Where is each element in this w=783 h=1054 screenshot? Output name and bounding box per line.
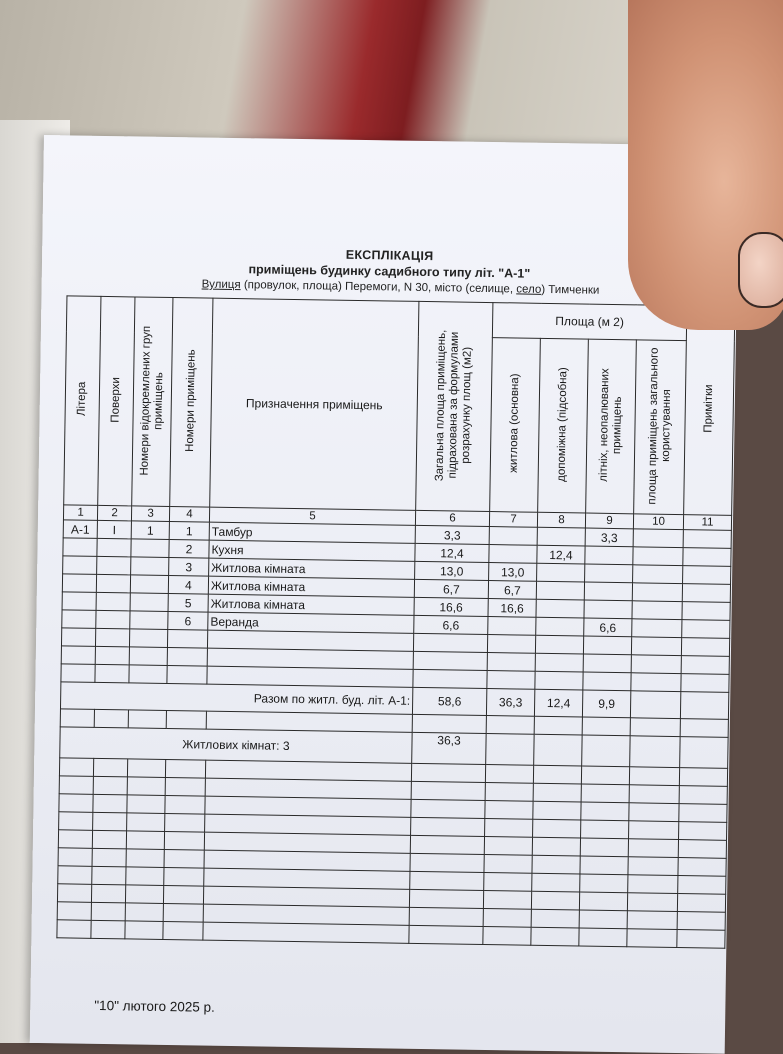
empty-cell	[485, 783, 533, 802]
cell-common	[632, 601, 682, 620]
empty-cell	[413, 651, 487, 670]
cell-group	[130, 611, 168, 630]
cell-floor	[97, 556, 131, 575]
col-num: 4	[169, 507, 209, 523]
empty-cell	[167, 648, 207, 667]
cell-no: 5	[168, 594, 208, 613]
col-num: 8	[537, 512, 585, 528]
col-num: 3	[131, 506, 169, 522]
cell-common	[632, 583, 682, 602]
cell-aux	[536, 581, 584, 600]
empty-cell	[411, 817, 485, 836]
empty-cell	[59, 794, 93, 813]
cell-group	[130, 575, 168, 594]
header-living: житлова (основна)	[490, 338, 541, 513]
empty-cell	[533, 765, 581, 784]
street-word: Вулиця	[201, 278, 241, 292]
empty-cell	[580, 838, 628, 857]
col-num: 11	[683, 515, 731, 531]
empty-cell	[581, 766, 629, 785]
empty-cell	[583, 672, 631, 691]
empty-cell	[483, 890, 531, 909]
empty-cell	[484, 855, 532, 874]
summary-aux: 12,4	[534, 689, 582, 717]
empty-cell	[127, 795, 165, 814]
empty-cell	[485, 819, 533, 838]
empty-cell	[409, 889, 483, 908]
empty-cell	[627, 893, 677, 912]
empty-cell	[535, 671, 583, 690]
empty-cell	[533, 783, 581, 802]
empty-cell	[163, 921, 203, 940]
empty-cell	[164, 867, 204, 886]
empty-cell	[581, 820, 629, 839]
cell-name: Житлова кімната	[208, 576, 414, 597]
header-notes: Примітки	[684, 306, 735, 516]
empty-cell	[484, 837, 532, 856]
empty-cell	[165, 795, 205, 814]
empty-cell	[629, 821, 679, 840]
header-room-no: Номери приміщень	[170, 298, 213, 508]
empty-cell	[125, 885, 163, 904]
empty-cell	[532, 837, 580, 856]
cell-floor	[96, 592, 130, 611]
empty-cell	[92, 830, 126, 849]
cell-note	[683, 548, 731, 567]
empty-cell	[163, 885, 203, 904]
empty-cell	[531, 891, 579, 910]
empty-cell	[57, 884, 91, 903]
cell-group	[130, 593, 168, 612]
empty-cell	[631, 637, 681, 656]
empty-cell	[535, 635, 583, 654]
cell-living: 16,6	[488, 599, 536, 618]
empty-cell	[484, 873, 532, 892]
empty-cell	[61, 646, 95, 665]
empty-cell	[679, 768, 727, 787]
empty-cell	[629, 803, 679, 822]
empty-cell	[631, 655, 681, 674]
thumb-nail	[738, 232, 783, 308]
document-title: ЕКСПЛІКАЦІЯ	[345, 247, 434, 264]
cell-group	[131, 557, 169, 576]
empty-cell	[93, 776, 127, 795]
cell-summer: 6,6	[584, 618, 632, 637]
empty-cell	[61, 664, 95, 683]
col-num: 9	[585, 513, 633, 529]
cell-common	[633, 547, 683, 566]
cell-living: 6,7	[488, 581, 536, 600]
cell-total: 3,3	[415, 525, 489, 544]
cell-note	[682, 602, 730, 621]
empty-cell	[579, 910, 627, 929]
empty-cell	[93, 812, 127, 831]
empty-cell	[58, 830, 92, 849]
empty-cell	[681, 674, 729, 693]
cell-floor	[96, 574, 130, 593]
empty-cell	[627, 929, 677, 948]
cell-summer: 3,3	[585, 528, 633, 547]
room-rows	[62, 520, 732, 638]
cell-summer	[585, 546, 633, 565]
header-groups: Номери відокремлених груп приміщень	[132, 297, 173, 507]
empty-cell	[127, 813, 165, 832]
empty-cell	[410, 871, 484, 890]
cell-summer	[584, 600, 632, 619]
cell-living: 13,0	[489, 563, 537, 582]
cell-lit	[63, 556, 97, 575]
empty-cell	[580, 874, 628, 893]
cell-aux	[536, 617, 584, 636]
empty-cell	[411, 799, 485, 818]
empty-cell	[681, 656, 729, 675]
empty-cell	[533, 801, 581, 820]
village-word: село	[516, 283, 542, 296]
cell-name: Веранда	[208, 612, 414, 633]
summary-common	[630, 691, 680, 719]
cell-note	[682, 620, 730, 639]
cell-lit	[62, 592, 96, 611]
cell-living	[489, 545, 537, 564]
empty-cell	[410, 853, 484, 872]
empty-cell	[125, 903, 163, 922]
cell-total: 6,7	[414, 579, 488, 598]
cell-floor	[96, 610, 130, 629]
empty-cell	[126, 867, 164, 886]
street-rest: (провулок, площа) Перемоги, N 30, місто (селище,	[240, 279, 517, 296]
empty-cell	[677, 930, 725, 949]
cell-aux	[536, 599, 584, 618]
header-purpose: Призначення приміщень	[210, 298, 419, 510]
empty-cell	[581, 784, 629, 803]
cell-living	[488, 617, 536, 636]
empty-cell	[59, 776, 93, 795]
header-summer: літніх, неопалюваних приміщень	[586, 339, 637, 514]
empty-cell	[677, 894, 725, 913]
explication-table	[56, 295, 735, 948]
header-row-top	[66, 296, 734, 341]
empty-cell	[579, 928, 627, 947]
empty-cell	[95, 664, 129, 683]
empty-cell	[531, 909, 579, 928]
cell-no: 2	[169, 540, 209, 559]
cell-group: 1	[131, 521, 169, 540]
empty-cell	[678, 858, 726, 877]
cell-note	[683, 530, 731, 549]
cell-floor: I	[97, 520, 131, 539]
summary-note	[680, 692, 728, 720]
cell-name: Житлова кімната	[209, 558, 415, 579]
empty-cell	[583, 636, 631, 655]
cell-no: 6	[168, 612, 208, 631]
empty-cell	[629, 767, 679, 786]
cell-lit	[63, 538, 97, 557]
empty-cell	[126, 831, 164, 850]
cell-lit	[62, 610, 96, 629]
empty-cell	[410, 835, 484, 854]
empty-cell	[165, 759, 205, 778]
empty-cell	[679, 804, 727, 823]
empty-cell	[409, 925, 483, 944]
empty-cell	[411, 781, 485, 800]
cell-lit: А-1	[63, 520, 97, 539]
cell-summer	[584, 582, 632, 601]
empty-cell	[535, 653, 583, 672]
empty-cell	[95, 646, 129, 665]
empty-cell	[93, 758, 127, 777]
empty-cell	[91, 884, 125, 903]
cell-name: Кухня	[209, 540, 415, 561]
col-num: 10	[633, 514, 683, 530]
empty-cell	[57, 920, 91, 939]
cell-total: 12,4	[415, 543, 489, 562]
empty-cell	[628, 875, 678, 894]
empty-cell	[125, 921, 163, 940]
rooms-count-total: 36,3	[412, 732, 486, 764]
cell-aux	[537, 563, 585, 582]
header-common: площа приміщень загального користування	[634, 340, 687, 515]
summary-total: 58,6	[412, 687, 486, 715]
empty-cell	[533, 819, 581, 838]
cell-common	[632, 619, 682, 638]
cell-note	[682, 584, 730, 603]
summary-summer: 9,9	[582, 690, 630, 718]
empty-cell	[61, 628, 95, 647]
empty-cell	[679, 786, 727, 805]
empty-cell	[164, 849, 204, 868]
empty-cell	[581, 802, 629, 821]
cell-aux: 12,4	[537, 545, 585, 564]
empty-cell	[91, 920, 125, 939]
empty-cell	[409, 907, 483, 926]
empty-cell	[681, 638, 729, 657]
empty-cell	[487, 635, 535, 654]
col-num: 1	[63, 505, 97, 521]
empty-cell	[59, 812, 93, 831]
empty-cell	[164, 831, 204, 850]
cell-name: Житлова кімната	[208, 594, 414, 615]
empty-cell	[628, 839, 678, 858]
empty-cell	[579, 892, 627, 911]
village-name: ) Тимченки	[541, 283, 600, 297]
blank-rows-bottom	[57, 758, 728, 948]
header-poverkhy: Поверхи	[98, 296, 135, 506]
cell-common	[633, 565, 683, 584]
document-subtitle: приміщень будинку садибного типу літ. "А-1"	[248, 262, 531, 281]
empty-cell	[485, 801, 533, 820]
empty-cell	[677, 912, 725, 931]
empty-cell	[165, 813, 205, 832]
empty-cell	[487, 653, 535, 672]
empty-cell	[483, 908, 531, 927]
empty-cell	[678, 840, 726, 859]
empty-cell	[163, 903, 203, 922]
empty-cell	[532, 855, 580, 874]
col-num: 5	[209, 507, 415, 525]
empty-cell	[487, 671, 535, 690]
empty-cell	[532, 873, 580, 892]
empty-cell	[413, 633, 487, 652]
empty-cell	[678, 876, 726, 895]
cell-total: 16,6	[414, 597, 488, 616]
empty-cell	[167, 630, 207, 649]
empty-cell	[629, 785, 679, 804]
cell-no: 1	[169, 522, 209, 541]
cell-no: 4	[168, 576, 208, 595]
cell-total: 13,0	[415, 561, 489, 580]
empty-cell	[583, 654, 631, 673]
empty-cell	[679, 822, 727, 841]
col-num: 2	[97, 505, 131, 521]
rooms-count-label: Житлових кімнат: 3	[60, 727, 412, 764]
cell-group	[131, 539, 169, 558]
empty-cell	[127, 759, 165, 778]
cell-living	[489, 527, 537, 546]
empty-cell	[627, 911, 677, 930]
empty-cell	[203, 922, 409, 943]
empty-cell	[129, 647, 167, 666]
header-area-group: Площа (м 2)	[492, 303, 687, 341]
empty-cell	[411, 763, 485, 782]
document-date: "10" лютого 2025 р.	[94, 997, 215, 1015]
header-total-area: Загальна площа приміщень, підрахована за формулами розрахунку площ (м2)	[416, 301, 493, 511]
cell-summer	[585, 564, 633, 583]
summary-label: Разом по житл. буд. літ. А-1:	[60, 682, 412, 715]
cell-no: 3	[169, 558, 209, 577]
empty-cell	[129, 665, 167, 684]
empty-cell	[58, 848, 92, 867]
empty-cell	[580, 856, 628, 875]
empty-cell	[92, 848, 126, 867]
empty-cell	[413, 669, 487, 688]
empty-cell	[628, 857, 678, 876]
header-aux: допоміжна (підсобна)	[538, 338, 589, 513]
empty-cell	[129, 629, 167, 648]
cell-total: 6,6	[414, 615, 488, 634]
empty-cell	[531, 927, 579, 946]
cell-note	[683, 566, 731, 585]
empty-cell	[165, 777, 205, 796]
empty-cell	[167, 666, 207, 685]
cell-name: Тамбур	[209, 522, 415, 543]
empty-cell	[127, 777, 165, 796]
empty-cell	[58, 866, 92, 885]
empty-cell	[93, 794, 127, 813]
empty-cell	[483, 926, 531, 945]
header-litera: Літера	[64, 296, 101, 506]
cell-floor	[97, 538, 131, 557]
summary-living: 36,3	[486, 689, 534, 717]
empty-cell	[92, 866, 126, 885]
col-num: 7	[489, 512, 537, 528]
cell-lit	[62, 574, 96, 593]
cell-common	[633, 529, 683, 548]
cell-aux	[537, 527, 585, 546]
empty-cell	[126, 849, 164, 868]
empty-cell	[95, 628, 129, 647]
empty-cell	[91, 902, 125, 921]
empty-cell	[631, 673, 681, 692]
empty-cell	[57, 902, 91, 921]
col-num: 6	[415, 510, 489, 526]
empty-cell	[485, 765, 533, 784]
empty-cell	[59, 758, 93, 777]
